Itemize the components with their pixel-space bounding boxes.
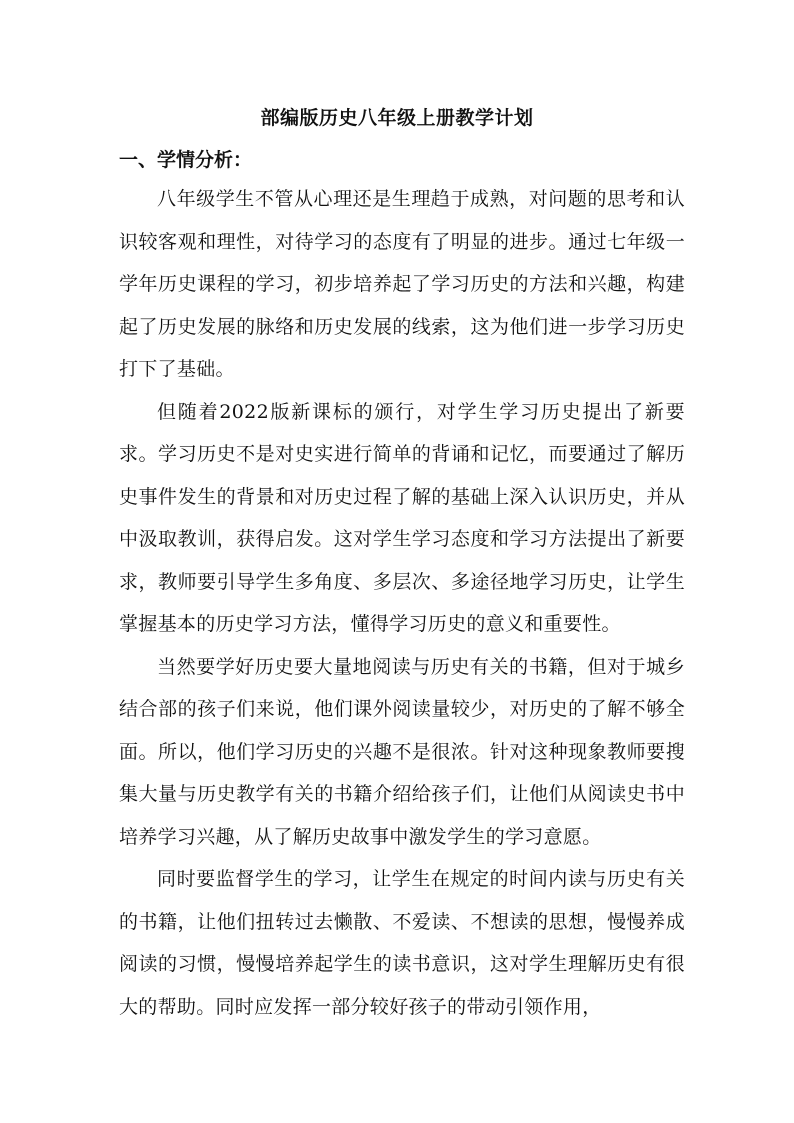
body-text xyxy=(119,178,685,1028)
paragraph-3: 当然要学好历史要大量地阅读与历史有关的书籍，但对于城乡结合部的孩子们来说，他们课外阅读量较少，对历史的了解不够全面。所以，他们学习历史的兴趣不是很浓。针对这种现象教师要搜集大量与历史教学有关的书籍介绍给孩子们，让他们从阅读史书中培养学习兴趣，从了解历史故事中激发学生的学习意愿。 xyxy=(119,655,685,848)
document-title: 部编版历史八年级上册教学计划 xyxy=(260,107,534,129)
paragraph-2: 但随着2022版新课标的颁行，对学生学习历史提出了新要求。学习历史不是对史实进行简单的背诵和记忆，而要通过了解历史事件发生的背景和对历史过程了解的基础上深入认识历史，并从中汲取教训，获得启发。这对学生学习态度和学习方法提出了新要求，教师要引导学生多角度、多层次、多途径地学习历史，让学生掌握基本的历史学习方法，懂得学习历史的意义和重要性。 xyxy=(119,400,685,635)
paragraph-1: 八年级学生不管从心理还是生理趋于成熟，对问题的思考和认识较客观和理性，对待学习的态度有了明显的进步。通过七年级一学年历史课程的学习，初步培养起了学习历史的方法和兴趣，构建起了历史发展的脉络和历史发展的线索，这为他们进一步学习历史打下了基础。 xyxy=(119,188,685,380)
paragraph-4: 同时要监督学生的学习，让学生在规定的时间内读与历史有关的书籍，让他们扭转过去懒散、不爱读、不想读的思想，慢慢养成阅读的习惯，慢慢培养起学生的读书意识，这对学生理解历史有很大的帮助。同时应发挥一部分较好孩子的带动引领作用， xyxy=(119,868,685,1018)
section-heading: 一、学情分析： xyxy=(119,149,253,171)
